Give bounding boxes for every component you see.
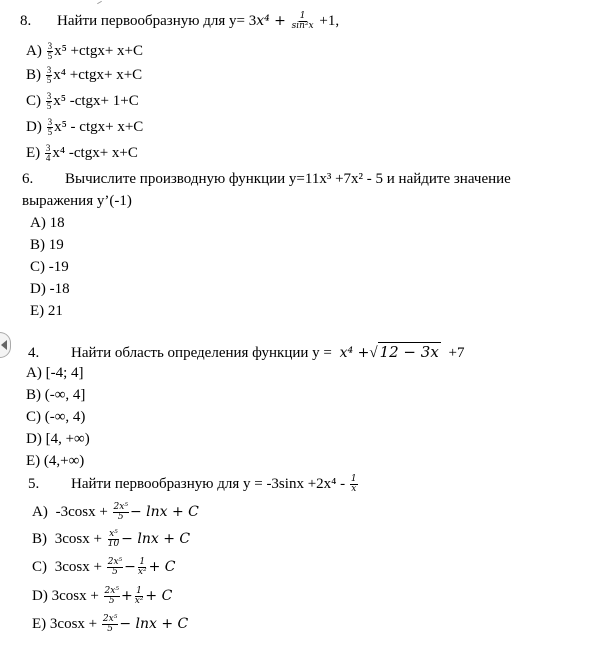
option-8-b — [26, 66, 142, 85]
option-4-b: B) (-∞, 4] — [26, 387, 86, 403]
option-text: 3cosx + — [51, 588, 99, 604]
formula-tail: + 𝐶 — [145, 588, 173, 604]
option-8-d — [26, 118, 143, 137]
question-4 — [28, 343, 465, 362]
fraction: $\frac{1}{\text{x²}}$ — [137, 557, 147, 578]
option-6-a: А) 18 — [30, 215, 65, 231]
option-text: x⁴ -ctgx+ x+C — [52, 145, 138, 161]
option-text: 3cosx + — [54, 531, 102, 547]
question-number: 4. — [28, 345, 40, 361]
option-6-e: E) 21 — [30, 303, 63, 319]
fraction: $\frac{\text{2x⁵}}{5}$ — [107, 557, 123, 578]
question-prompt: Найти первообразную для y = -3sinx +2x⁴ - — [71, 476, 346, 492]
formula-tail: − 𝑙𝑛𝑥 + 𝐶 — [129, 504, 199, 520]
question-5 — [28, 475, 359, 494]
option-4-e: E) (4,+∞) — [26, 453, 85, 469]
option-label: D) — [26, 119, 42, 135]
option-4-d: D) [4, +∞) — [26, 431, 90, 447]
fraction: $\frac{3}{4}$ — [45, 143, 51, 164]
option-5-d: D) 3cosx + $\frac{\text{2x⁵}}{5}$ + $\frac{1}{\text{x²}}$ + 𝐶 — [32, 586, 173, 607]
fraction: $\frac{\text{2x⁵}}{5}$ — [113, 502, 128, 523]
fraction: $\frac{3}{5}$ — [46, 65, 52, 86]
question-number: 6. — [22, 171, 34, 187]
option-5-e — [32, 615, 188, 634]
formula-tail: − 𝑙𝑛𝑥 + 𝐶 — [119, 616, 189, 632]
question-6-line2: выражения y’(-1) — [22, 193, 132, 209]
chevron-left-icon — [1, 340, 7, 350]
option-8-e — [26, 144, 138, 163]
formula-tail: +1, — [319, 13, 340, 29]
option-6-d: D) -18 — [30, 281, 70, 297]
option-8-c — [26, 92, 139, 111]
option-label: B) — [32, 531, 47, 547]
option-5-b — [32, 530, 190, 549]
question-prompt: Вычислите производную функции y=11x³ +7x² - 5 и найдите значение — [65, 171, 511, 187]
option-label: B) — [26, 67, 41, 83]
option-6-c: C) -19 — [30, 259, 69, 275]
sqrt-expression: √ 12 − 3𝑥 — [369, 343, 439, 361]
fraction: $\frac{\text{x⁵}}{10}$ — [107, 529, 120, 550]
option-5-a — [32, 503, 199, 522]
fraction: $\frac{1}{\text{x²}}$ — [134, 586, 144, 607]
fraction: $\frac{3}{5}$ — [46, 91, 52, 112]
option-label: E) — [26, 145, 41, 161]
formula-tail: + 𝐶 — [148, 559, 176, 575]
option-5-c: C) 3cosx + $\frac{\text{2x⁵}}{5}$ − $\frac{1}{\text{x²}}$ + 𝐶 — [32, 557, 176, 578]
option-text: x⁴ +ctgx+ x+C — [53, 67, 143, 83]
option-text: x⁵ -ctgx+ 1+C — [53, 93, 139, 109]
decorative-tick-mark — [97, 1, 102, 4]
option-text: -3cosx + — [55, 504, 108, 520]
option-label: C) — [26, 93, 41, 109]
collapse-arrow-tab[interactable] — [0, 332, 11, 358]
option-label: D) — [32, 588, 48, 604]
fraction: $\frac{\text{2x⁵}}{5}$ — [104, 586, 119, 607]
question-8 — [20, 12, 339, 31]
question-number: 8. — [20, 13, 32, 29]
question-6 — [22, 170, 511, 188]
option-label: А) — [32, 504, 48, 520]
option-4-a: А) [-4; 4] — [26, 365, 84, 381]
fraction: $\frac{1}{\text{sin²x}}$ — [291, 11, 314, 32]
option-text: x⁵ - ctgx+ x+C — [54, 119, 144, 135]
fraction: $\frac{3}{5}$ — [47, 117, 53, 138]
option-label: E) — [32, 616, 47, 632]
option-label: А) — [26, 43, 42, 59]
formula-tail: +7 — [448, 345, 465, 361]
fraction: $\frac{\text{2x⁵}}{5}$ — [102, 614, 118, 635]
option-text: 3cosx + — [49, 616, 98, 632]
option-4-c: C) (-∞, 4) — [26, 409, 86, 425]
question-prompt: Найти область определения функции y = — [71, 345, 332, 361]
option-text: 3cosx + — [54, 559, 102, 575]
fraction: $\frac{3}{5}$ — [47, 41, 53, 62]
question-prompt: Найти первообразную для y= 3 — [57, 13, 257, 29]
option-6-b: B) 19 — [30, 237, 64, 253]
option-text: x⁵ +ctgx+ x+C — [54, 43, 144, 59]
question-number: 5. — [28, 476, 40, 492]
option-label: C) — [32, 559, 47, 575]
formula-tail: − 𝑙𝑛𝑥 + 𝐶 — [121, 531, 191, 547]
formula: 𝑥⁴ + — [339, 345, 370, 361]
formula: 𝑥⁴ + — [256, 13, 286, 29]
option-8-a — [26, 42, 143, 61]
fraction: $\frac{1}{x}$ — [350, 474, 357, 495]
